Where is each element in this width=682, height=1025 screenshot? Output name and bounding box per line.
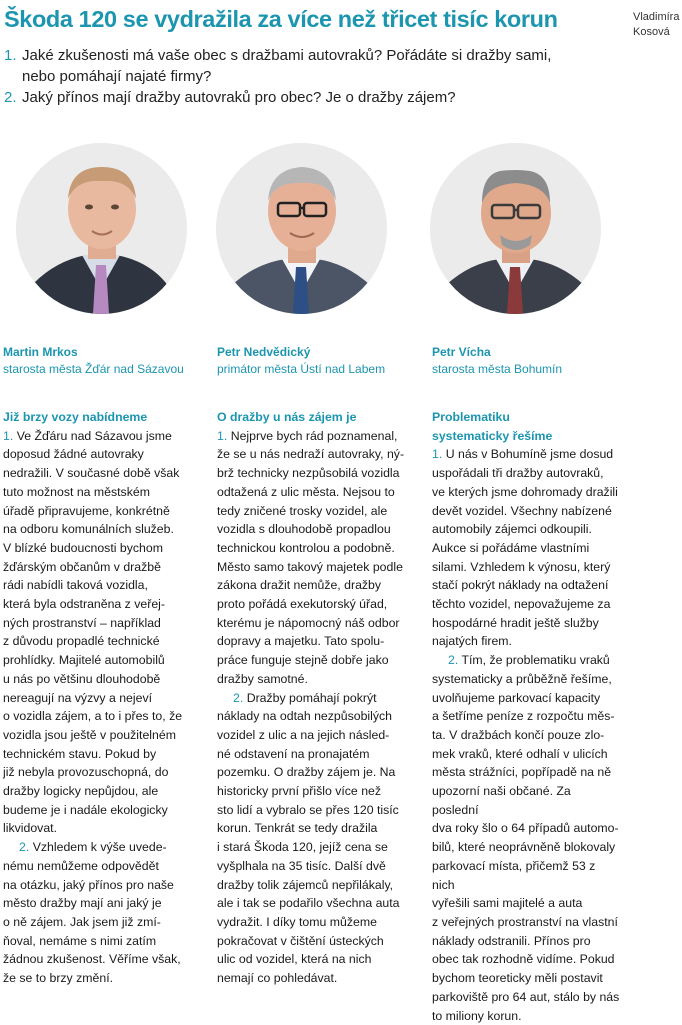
text-line: dražby samotné. bbox=[217, 671, 308, 686]
text-line: již nebyla provozuschopná, do bbox=[3, 765, 169, 780]
person-role: starosta města Bohumín bbox=[432, 362, 563, 376]
text-line: bilů, které neoprávněně blokovaly bbox=[432, 840, 616, 855]
text-line: úřadě připravujeme, konkrétně bbox=[3, 503, 170, 518]
text-line: pokračovat v čištění ústeckých bbox=[217, 933, 384, 948]
text-line: město dražby mají ani jaký je bbox=[3, 896, 162, 911]
author-last-name: Kosová bbox=[633, 26, 670, 38]
text-line: dražby logicky nepůjdou, ale bbox=[3, 784, 159, 799]
text-line: stačí pokrýt náklady na odtažení bbox=[432, 578, 609, 593]
text-line: obec tak rozhodně vidíme. Pokud bbox=[432, 952, 615, 967]
question-text bbox=[22, 45, 551, 87]
answer-number: 1. bbox=[432, 447, 443, 462]
author-byline bbox=[633, 10, 681, 40]
answer-column-nedvedicky bbox=[217, 408, 410, 988]
answer-number: 2. bbox=[233, 690, 244, 705]
text-line: náklady na odtah nezpůsobilých bbox=[217, 709, 393, 724]
text-line: uspořádali tři dražby autovraků, bbox=[432, 466, 604, 481]
person-role: primátor města Ústí nad Labem bbox=[217, 362, 386, 376]
text-line: né odstavení na pronajatém bbox=[217, 746, 370, 761]
text-line: dopravy a majetku. Tato spolu- bbox=[217, 634, 385, 649]
answer-paragraph-2 bbox=[432, 651, 620, 1025]
text-line: Aukce si pořádáme vlastními bbox=[432, 540, 590, 555]
text-line: na otázku, jaký přínos pro naše bbox=[3, 877, 174, 892]
person-name: Petr Nedvědický bbox=[217, 345, 311, 359]
question-number: 1. bbox=[4, 47, 17, 64]
text-line: ve kterých jsme dohromady dražili bbox=[432, 484, 618, 499]
text-line: náklady odstranili. Přínos pro bbox=[432, 933, 591, 948]
text-line: V blízké budoucnosti bychom bbox=[3, 540, 163, 555]
text-line: ta. V dražbách končí pouze zlo- bbox=[432, 727, 605, 742]
text-line: vozidel z ulic a na jejich násled- bbox=[217, 727, 390, 742]
text-line: parkovací místa, přičemž 53 z nich bbox=[432, 858, 596, 892]
text-line: práce funguje stejně dobře jako bbox=[217, 653, 389, 668]
text-line: o ně zájem. Jak jsem již zmí- bbox=[3, 914, 161, 929]
text-line: historicky první přišlo více než bbox=[217, 784, 382, 799]
answer-number: 2. bbox=[448, 653, 459, 668]
text-line: vyřešili sami majitelé a auta bbox=[432, 896, 583, 911]
answer-column-vicha bbox=[432, 408, 620, 1025]
answer-paragraph-2 bbox=[3, 838, 188, 988]
text-line: automobily zájemci odkoupili. bbox=[432, 522, 592, 537]
text-line: devět vozidel. Všechny nabízené bbox=[432, 503, 612, 518]
answer-subheading: Již brzy vozy nabídneme bbox=[3, 410, 148, 424]
text-line: parkoviště pro 64 aut, stálo by nás bbox=[432, 989, 620, 1004]
text-line: o vozidla zájem, a to i přes to, že bbox=[3, 709, 183, 724]
questions-block bbox=[4, 45, 609, 108]
portrait-photo-vicha bbox=[430, 143, 601, 314]
person-caption-mrkos bbox=[3, 344, 203, 378]
article-title: Škoda 120 se vydražila za více než třicet tisíc korun bbox=[4, 6, 558, 32]
text-line: vozidla s dlouhodobě propadlou bbox=[217, 522, 391, 537]
answer-number: 1. bbox=[3, 428, 14, 443]
text-line: Vzhledem k výše uvede- bbox=[32, 840, 167, 855]
text-line: těchto vozidel, nepovažujeme za bbox=[432, 597, 611, 612]
person-name: Petr Vícha bbox=[432, 345, 491, 359]
text-line: vyšplhala na 35 tisíc. Další dvě bbox=[217, 858, 386, 873]
text-line: najatých firem. bbox=[432, 634, 512, 649]
question-text: Jaký přínos mají dražby autovraků pro obec? Je o dražby zájem? bbox=[22, 89, 456, 106]
answer-paragraph-2 bbox=[217, 689, 410, 988]
text-line: ných prostranství – například bbox=[3, 615, 161, 630]
person-role: starosta města Žďár nad Sázavou bbox=[3, 362, 184, 376]
text-line: silami. Vzhledem k výnosu, který bbox=[432, 559, 611, 574]
text-line: vozidla jsou ještě v použitelném bbox=[3, 727, 176, 742]
text-line: brž technicky nezpůsobilá vozidla bbox=[217, 466, 400, 481]
portrait-photo-nedvedicky bbox=[216, 143, 387, 314]
text-line: pozemku. O dražby zájem je. Na bbox=[217, 765, 396, 780]
text-line: na odboru komunálních služeb. bbox=[3, 522, 174, 537]
text-line: proto pořádá exekutorský úřad, bbox=[217, 597, 388, 612]
text-line: kterému je nápomocný náš odbor bbox=[217, 615, 400, 630]
text-line: vydražit. I díky tomu můžeme bbox=[217, 914, 377, 929]
text-line: rádi nabídli taková vozidla, bbox=[3, 578, 148, 593]
text-line: nému nemůžeme odpovědět bbox=[3, 858, 159, 873]
text-line: z veřejných prostranství na vlastní bbox=[432, 914, 618, 929]
text-line: nemají co pohledávat. bbox=[217, 971, 338, 986]
text-line: nereagují na výzvy a nejeví bbox=[3, 690, 153, 705]
text-line: sto lidí a vybralo se přes 120 tisíc bbox=[217, 802, 399, 817]
text-line: Město samo takový majetek podle bbox=[217, 559, 403, 574]
text-line: tedy zničené trosky vozidel, ale bbox=[217, 503, 388, 518]
text-line: tuto možnost na městském bbox=[3, 484, 150, 499]
text-line: bychom teoreticky měli postavit bbox=[432, 971, 603, 986]
person-caption-nedvedicky bbox=[217, 344, 417, 378]
text-line: Ve Žďáru nad Sázavou jsme bbox=[16, 428, 172, 443]
answer-number: 2. bbox=[19, 840, 30, 855]
text-line: to miliony korun. bbox=[432, 1008, 522, 1023]
text-line: ale i tak se podařilo všechna auta bbox=[217, 896, 400, 911]
text-line: nedražili. V současné době však bbox=[3, 466, 180, 481]
answer-paragraph-1 bbox=[3, 427, 188, 838]
text-line: u nás po většinu dlouhodobě bbox=[3, 671, 161, 686]
text-line: prohlídky. Majitelé automobilů bbox=[3, 653, 165, 668]
text-line: a šetříme peníze z rozpočtu měs- bbox=[432, 709, 615, 724]
text-line: technickou kontrolou a podobně. bbox=[217, 540, 395, 555]
question-line: Jaké zkušenosti má vaše obec s dražbami autovraků? Pořádáte si dražby sami, bbox=[22, 47, 552, 64]
text-line: žďárským občanům v dražbě bbox=[3, 559, 161, 574]
text-line: systematicky a průběžně řešíme, bbox=[432, 671, 612, 686]
text-line: doposud žádné autovraky bbox=[3, 447, 144, 462]
person-name: Martin Mrkos bbox=[3, 345, 78, 359]
text-line: U nás v Bohumíně jsme dosud bbox=[445, 447, 614, 462]
text-line: města strážníci, popřípadě na ně bbox=[432, 765, 612, 780]
answer-paragraph-1 bbox=[432, 445, 620, 651]
portrait-photo-mrkos bbox=[16, 143, 187, 314]
text-line: že se to brzy změní. bbox=[3, 971, 114, 986]
answer-column-mrkos bbox=[3, 408, 188, 988]
answer-subheading: O dražby u nás zájem je bbox=[217, 410, 357, 424]
text-line: upozorní naši občané. Za poslední bbox=[432, 784, 571, 817]
question-number: 2. bbox=[4, 89, 17, 106]
text-line: uvolňujeme parkovací kapacity bbox=[432, 690, 601, 705]
question-2 bbox=[4, 87, 609, 108]
text-line: Nejprve bych rád poznamenal, bbox=[230, 428, 398, 443]
answer-subheading: Problematiku bbox=[432, 410, 510, 424]
author-first-name: Vladimíra bbox=[633, 11, 680, 23]
text-line: dva roky šlo o 64 případů automo- bbox=[432, 821, 619, 836]
text-line: která byla odstraněna z veřej- bbox=[3, 597, 165, 612]
answer-number: 1. bbox=[217, 428, 228, 443]
answer-paragraph-1 bbox=[217, 427, 410, 689]
text-line: technickém stavu. Pokud by bbox=[3, 746, 157, 761]
text-line: ňoval, nemáme s nimi zatím bbox=[3, 933, 157, 948]
text-line: že se u nás nedraží autovraky, ný- bbox=[217, 447, 405, 462]
text-line: budeme je i nadále ekologicky bbox=[3, 802, 168, 817]
question-1 bbox=[4, 45, 609, 87]
text-line: odtažená z ulic města. Nejsou to bbox=[217, 484, 395, 499]
text-line: zákona dražit nemůže, dražby bbox=[217, 578, 382, 593]
text-line: ulic od vozidel, která na nich bbox=[217, 952, 372, 967]
text-line: hospodárné hradit ještě služby bbox=[432, 615, 599, 630]
text-line: mek vraků, které odhalí v ulicích bbox=[432, 746, 608, 761]
question-line: nebo pomáhají najaté firmy? bbox=[22, 68, 212, 85]
text-line: korun. Tenkrát se tedy dražila bbox=[217, 821, 378, 836]
text-line: z důvodu propadlé technické bbox=[3, 634, 160, 649]
answer-subheading: systematicky řešíme bbox=[432, 428, 553, 443]
text-line: dražby tolik zájemců nepřilákaly, bbox=[217, 877, 394, 892]
text-line: likvidovat. bbox=[3, 821, 57, 836]
text-line: žádnou zkušenost. Věříme však, bbox=[3, 952, 181, 967]
text-line: i stará Škoda 120, jejíž cena se bbox=[217, 840, 388, 855]
person-caption-vicha bbox=[432, 344, 632, 378]
text-line: Dražby pomáhají pokrýt bbox=[246, 690, 377, 705]
text-line: Tím, že problematiku vraků bbox=[461, 653, 610, 668]
